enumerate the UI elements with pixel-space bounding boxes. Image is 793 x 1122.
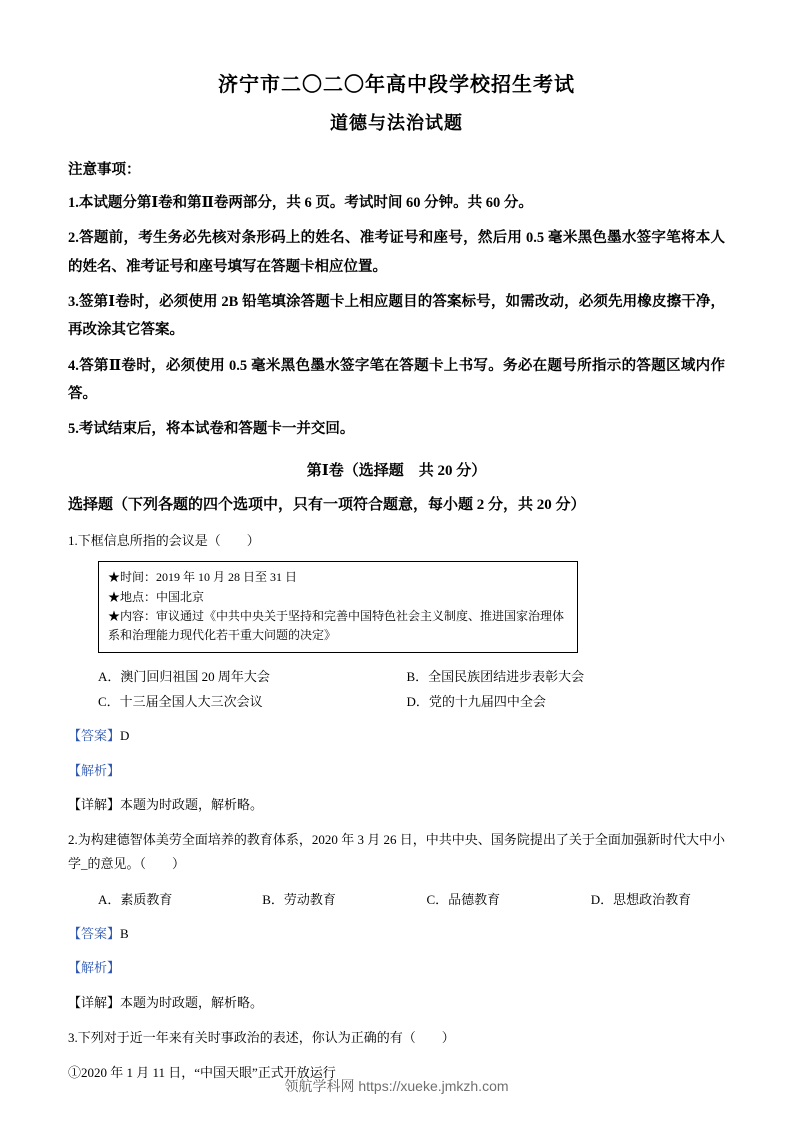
option-c[interactable]: C．十三届全国人大三次会议: [98, 693, 263, 709]
option-a[interactable]: A．素质教育: [98, 891, 173, 907]
analysis-tag: 【解析】: [68, 960, 121, 976]
analysis-line: [68, 759, 725, 783]
page-title: 济宁市二〇二〇年高中段学校招生考试: [218, 74, 575, 96]
answer-line: [68, 724, 725, 748]
analysis-line: [68, 956, 725, 980]
answer-value: B: [120, 926, 129, 942]
notice-heading: 注意事项：: [68, 162, 141, 178]
footer-brand-label: 领航学科网: [284, 1078, 355, 1094]
answer-line: [68, 922, 725, 946]
notice-item: 1.本试题分第Ⅰ卷和第Ⅱ卷两部分，共 6 页。考试时间 60 分钟。共 60 分。: [68, 195, 533, 212]
question-options: [68, 888, 725, 913]
question-options: [68, 665, 725, 714]
option-d[interactable]: D．党的十九届四中全会: [406, 693, 546, 709]
option-b[interactable]: B．全国民族团结进步表彰大会: [406, 669, 585, 685]
footer-watermark: [0, 1076, 793, 1096]
notice-item: 5.考试结束后，将本试卷和答题卡一并交回。: [68, 421, 355, 438]
question-stem: 3.下列对于近一年来有关时事政治的表述，你认为正确的有（ ）: [68, 1029, 455, 1045]
answer-value: D: [120, 728, 130, 744]
answer-tag: 【答案】: [68, 926, 121, 942]
notice-item: 3.签第Ⅰ卷时，必须使用 2B 铅笔填涂答题卡上相应题目的答案标号，如需改动，必须先用橡皮擦干净，再改涂其它答案。: [68, 293, 725, 339]
option-a[interactable]: A．澳门回归祖国 20 周年大会: [98, 669, 270, 685]
notice-item: 4.答第Ⅱ卷时，必须使用 0.5 毫米黑色墨水签字笔在答题卡上书写。务必在题号所指示的答题区域内作答。: [68, 357, 725, 402]
question-stem: 2.为构建德智体美劳全面培养的教育体系，2020 年 3 月 26 日，中共中央、国务院提出了关于全面加强新时代大中小学_的意见。（ ）: [68, 831, 725, 871]
option-d[interactable]: D．思想政治教育: [590, 891, 692, 907]
answer-tag: 【答案】: [68, 728, 121, 744]
choice-section-heading: 选择题（下列各题的四个选项中，只有一项符合题意，每小题 2 分，共 20 分）: [68, 496, 586, 513]
analysis-tag: 【解析】: [68, 762, 121, 778]
section-heading: 第Ⅰ卷（选择题 共 20 分）: [306, 463, 487, 480]
question-sub-item: ①2020 年 1 月 11 日，“中国天眼”正式开放运行: [68, 1064, 336, 1080]
notice-item: 2.答题前，考生务必先核对条形码上的姓名、准考证号和座号，然后用 0.5 毫米黑色墨水签字笔将本人的姓名、准考证号和座号填写在答题卡相应位置。: [68, 230, 725, 275]
option-c[interactable]: C．品德教育: [426, 891, 501, 907]
footer-url: https://xueke.jmkzh.com: [358, 1078, 509, 1094]
detail-line: 【详解】本题为时政题，解析略。: [68, 994, 264, 1010]
option-b[interactable]: B．劳动教育: [262, 891, 336, 907]
info-box: [98, 561, 578, 653]
info-box-line: ★时间：2019 年 10 月 28 日至 31 日: [108, 570, 298, 585]
info-box-line: ★地点：中国北京: [108, 589, 205, 604]
question-stem: 1.下框信息所指的会议是（ ）: [68, 533, 260, 549]
page-subtitle: 道德与法治试题: [330, 113, 463, 133]
info-box-line: ★内容：审议通过《中共中央关于坚持和完善中国特色社会主义制度、推进国家治理体系和治理能力现代化若干重大问题的决定》: [108, 608, 565, 642]
detail-line: 【详解】本题为时政题，解析略。: [68, 796, 264, 812]
